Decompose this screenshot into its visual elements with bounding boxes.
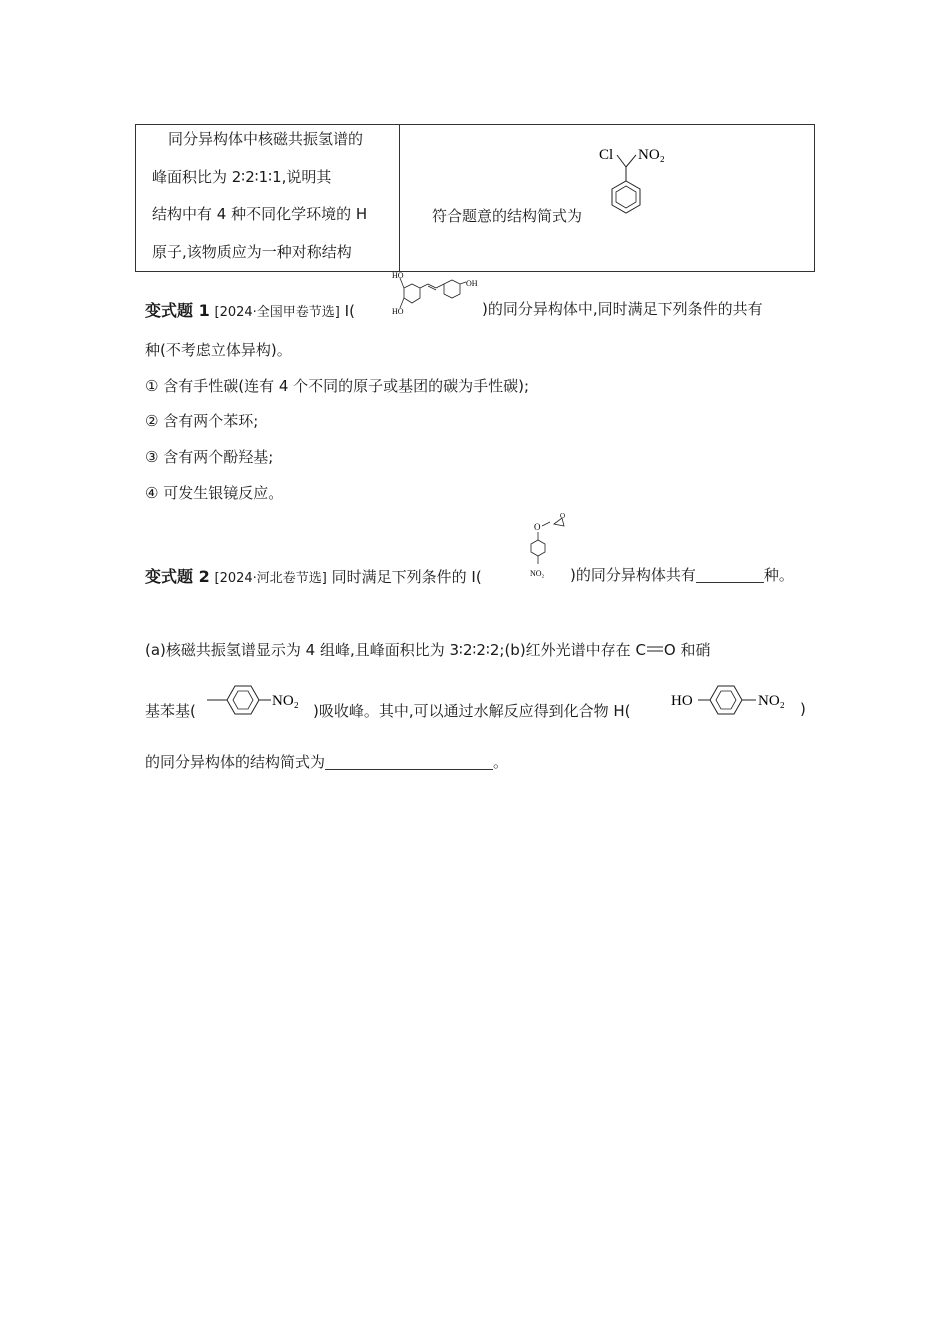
q1-line-1 bbox=[145, 298, 355, 321]
no2-group-label: NO₂ bbox=[272, 693, 299, 709]
table-left-line: 原子,该物质应为一种对称结构 bbox=[152, 242, 352, 261]
q2-source: [2024·河北卷节选] bbox=[214, 571, 327, 586]
glycidyl-nitrophenyl-ether-structure bbox=[526, 510, 572, 582]
nitrophenyl-group-structure bbox=[205, 682, 315, 718]
table-left-cell bbox=[152, 127, 388, 277]
q1-prefix: I( bbox=[344, 302, 355, 320]
q2-line-a-part2: 和硝 bbox=[680, 641, 711, 659]
q2-line-b-start: 基苯基( bbox=[145, 702, 196, 720]
q2-text-end: 种。 bbox=[763, 566, 794, 584]
oh-label: OH bbox=[466, 279, 478, 288]
q1-label: 变式题 1 bbox=[145, 301, 210, 320]
answer-blank-count[interactable] bbox=[696, 566, 764, 583]
cl-atom-label: Cl bbox=[599, 147, 614, 163]
p-nitrophenol-structure bbox=[668, 682, 798, 718]
epoxide-o-label: O bbox=[560, 512, 566, 520]
q2-text-before: 同时满足下列条件的 I( bbox=[331, 568, 482, 586]
q2-label: 变式题 2 bbox=[145, 567, 210, 586]
q2-line-b-end: ) bbox=[800, 700, 806, 718]
q1-line-2: 种(不考虑立体异构)。 bbox=[145, 341, 292, 359]
table-divider bbox=[399, 125, 400, 271]
q1-condition: ① 含有手性碳(连有 4 个不同的原子或基团的碳为手性碳); bbox=[145, 377, 530, 395]
ho-top-label: HO bbox=[392, 271, 404, 280]
q1-text-after: )的同分异构体中,同时满足下列条件的共有 bbox=[482, 300, 763, 318]
double-bond-icon bbox=[646, 643, 664, 655]
q2-line-c-end: 。 bbox=[493, 753, 509, 771]
q1-condition: ② 含有两个苯环; bbox=[145, 412, 259, 430]
table-left-line: 同分异构体中核磁共振氢谱的 bbox=[168, 130, 364, 148]
q1-condition: ③ 含有两个酚羟基; bbox=[145, 448, 274, 466]
o-atom-label: O bbox=[534, 522, 541, 532]
ho-bottom-label: HO bbox=[392, 307, 404, 316]
q2-text-after: )的同分异构体共有 bbox=[570, 566, 696, 584]
q2-text-after-line bbox=[570, 564, 794, 585]
q2-line-a-o: O bbox=[663, 641, 676, 659]
q1-source: [2024·全国甲卷节选] bbox=[214, 305, 340, 320]
table-left-line: 峰面积比为 2∶2∶1∶1,说明其 bbox=[152, 167, 332, 186]
ho-group-label: HO bbox=[671, 693, 693, 709]
q2-line-a bbox=[145, 639, 711, 660]
no2-group-label: NO₂ bbox=[530, 569, 545, 578]
analysis-table bbox=[135, 124, 815, 272]
resveratrol-structure bbox=[390, 268, 482, 320]
q2-line-1 bbox=[145, 564, 482, 587]
no2-group-label: NO₂ bbox=[758, 693, 785, 709]
table-right-text: 符合题意的结构简式为 bbox=[432, 207, 583, 225]
q2-line-b-mid: )吸收峰。其中,可以通过水解反应得到化合物 H( bbox=[313, 702, 631, 720]
q1-condition: ④ 可发生银镜反应。 bbox=[145, 484, 284, 502]
table-left-line: 结构中有 4 种不同化学环境的 H bbox=[152, 205, 368, 223]
q2-line-c-text: 的同分异构体的结构简式为 bbox=[145, 753, 326, 771]
q2-line-a-part1: (a)核磁共振氢谱显示为 4 组峰,且峰面积比为 3∶2∶2∶2;(b)红外光谱中存在 C bbox=[145, 641, 646, 659]
chloro-nitro-benzyl-structure bbox=[596, 141, 676, 226]
q2-line-c bbox=[145, 751, 508, 772]
no2-group-label: NO₂ bbox=[638, 147, 665, 163]
answer-blank-structure[interactable] bbox=[325, 753, 493, 770]
